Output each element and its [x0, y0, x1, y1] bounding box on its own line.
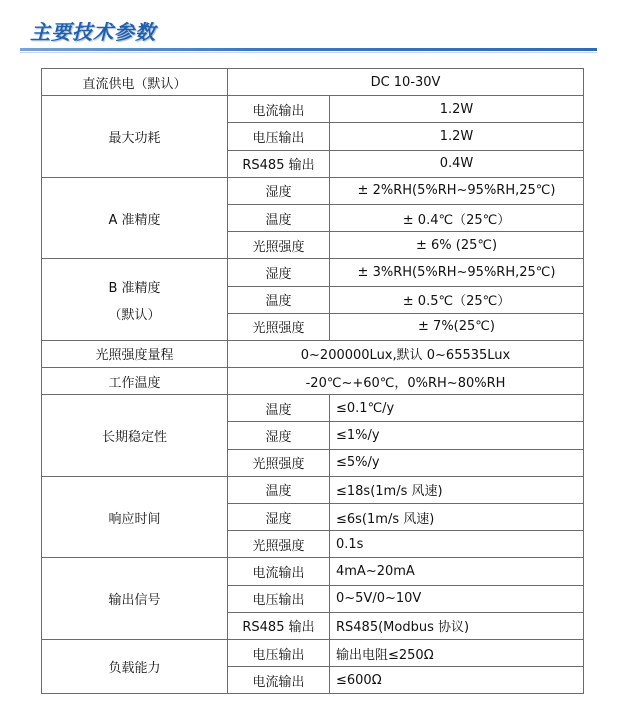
row-value: -20℃~+60℃，0%RH~80%RH — [228, 368, 584, 395]
table-row — [42, 395, 584, 422]
table-row — [42, 69, 584, 96]
table-row — [42, 340, 584, 367]
row-value: 0~200000Lux,默认 0~65535Lux — [228, 340, 584, 367]
row-value: 0~5V/0~10V — [330, 585, 584, 612]
row-value: 1.2W — [330, 123, 584, 150]
sub-label: 湿度 — [228, 422, 330, 449]
table-row — [42, 639, 584, 666]
sub-label: 电压输出 — [228, 585, 330, 612]
row-label: 响应时间 — [42, 476, 228, 558]
row-label: 直流供电（默认） — [42, 69, 228, 96]
sub-label: 温度 — [228, 204, 330, 231]
row-label: A 准精度 — [42, 177, 228, 259]
row-value: 0.4W — [330, 150, 584, 177]
title-underline-thin — [20, 52, 597, 53]
sub-label: 湿度 — [228, 504, 330, 531]
sub-label: 温度 — [228, 286, 330, 313]
row-label: 最大功耗 — [42, 96, 228, 178]
table-row — [42, 96, 584, 123]
row-value: ± 7%(25℃) — [330, 313, 584, 340]
row-value: ≤1%/y — [330, 422, 584, 449]
sub-label: 湿度 — [228, 259, 330, 286]
sub-label: 湿度 — [228, 177, 330, 204]
row-label: 输出信号 — [42, 558, 228, 640]
row-value: DC 10-30V — [228, 69, 584, 96]
table-row — [42, 476, 584, 503]
row-value: ≤5%/y — [330, 449, 584, 476]
sub-label: 电压输出 — [228, 123, 330, 150]
sub-label: 电流输出 — [228, 667, 330, 694]
table-row — [42, 177, 584, 204]
table-row — [42, 368, 584, 395]
row-value: 输出电阻≤250Ω — [330, 639, 584, 666]
section-title: 主要技术参数 — [30, 20, 156, 44]
row-value: 4mA~20mA — [330, 558, 584, 585]
row-value: ≤18s(1m/s 风速) — [330, 476, 584, 503]
sub-label: RS485 输出 — [228, 150, 330, 177]
row-label-line1: B 准精度 — [108, 280, 161, 296]
sub-label: 电压输出 — [228, 639, 330, 666]
row-label — [42, 259, 228, 341]
row-value: RS485(Modbus 协议) — [330, 612, 584, 639]
sub-label: 光照强度 — [228, 531, 330, 558]
row-value: ± 2%RH(5%RH~95%RH,25℃) — [330, 177, 584, 204]
row-value: ± 6% (25℃) — [330, 232, 584, 259]
row-value: ± 3%RH(5%RH~95%RH,25℃) — [330, 259, 584, 286]
row-value: 0.1s — [330, 531, 584, 558]
sub-label: 光照强度 — [228, 232, 330, 259]
sub-label: 温度 — [228, 476, 330, 503]
sub-label: 温度 — [228, 395, 330, 422]
row-label: 负载能力 — [42, 639, 228, 693]
sub-label: RS485 输出 — [228, 612, 330, 639]
table-row — [42, 558, 584, 585]
sub-label: 光照强度 — [228, 313, 330, 340]
sub-label: 光照强度 — [228, 449, 330, 476]
row-label: 长期稳定性 — [42, 395, 228, 477]
row-label-line2: （默认） — [108, 307, 161, 323]
row-label: 工作温度 — [42, 368, 228, 395]
title-underline — [20, 48, 597, 51]
row-value: ≤0.1℃/y — [330, 395, 584, 422]
row-value: ± 0.5℃（25℃） — [330, 286, 584, 313]
row-value: 1.2W — [330, 96, 584, 123]
row-label: 光照强度量程 — [42, 340, 228, 367]
row-value: ± 0.4℃（25℃） — [330, 204, 584, 231]
row-value: ≤600Ω — [330, 667, 584, 694]
sub-label: 电流输出 — [228, 96, 330, 123]
spec-table — [41, 68, 584, 694]
table-row — [42, 259, 584, 286]
row-value: ≤6s(1m/s 风速) — [330, 504, 584, 531]
sub-label: 电流输出 — [228, 558, 330, 585]
